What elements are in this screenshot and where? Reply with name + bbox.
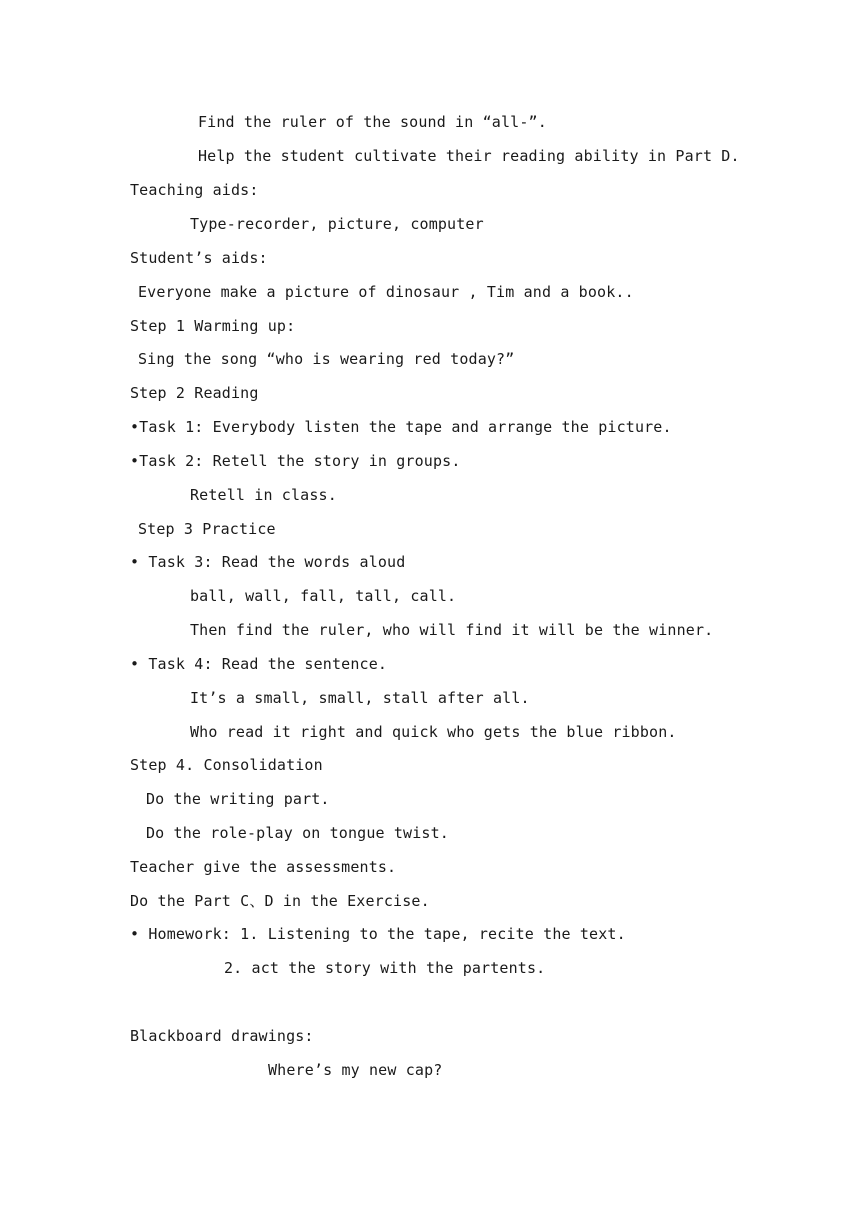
task-3-words: ball, wall, fall, tall, call.: [190, 587, 457, 605]
task-3-line: • Task 3: Read the words aloud: [130, 553, 406, 571]
heading-step-3: Step 3 Practice: [138, 520, 276, 538]
homework-item-2: 2. act the story with the partents.: [224, 959, 546, 977]
heading-step-1: Step 1 Warming up:: [130, 317, 296, 335]
objective-line-reading-ability: Help the student cultivate their reading ability in Part D.: [198, 147, 740, 165]
task-2-line: •Task 2: Retell the story in groups.: [130, 452, 461, 470]
heading-blackboard-drawings: Blackboard drawings:: [130, 1027, 314, 1045]
blackboard-title: Where’s my new cap?: [268, 1061, 443, 1079]
objective-line-sound-rule: Find the ruler of the sound in “all-”.: [198, 113, 547, 131]
exercise-line: Do the Part C、D in the Exercise.: [130, 892, 430, 910]
heading-teaching-aids: Teaching aids:: [130, 181, 259, 199]
student-aids-text: Everyone make a picture of dinosaur , Tim and a book..: [138, 283, 634, 301]
step-1-song: Sing the song “who is wearing red today?”: [138, 350, 515, 368]
heading-step-2: Step 2 Reading: [130, 384, 259, 402]
teaching-aids-list: Type-recorder, picture, computer: [190, 215, 484, 233]
task-2-retell-in-class: Retell in class.: [190, 486, 337, 504]
assessments-line: Teacher give the assessments.: [130, 858, 397, 876]
homework-line: • Homework: 1. Listening to the tape, recite the text.: [130, 925, 626, 943]
step-4-role-play: Do the role-play on tongue twist.: [146, 824, 449, 842]
task-4-sentence: It’s a small, small, stall after all.: [190, 689, 530, 707]
task-4-blue-ribbon: Who read it right and quick who gets the blue ribbon.: [190, 723, 677, 741]
task-1-line: •Task 1: Everybody listen the tape and arrange the picture.: [130, 418, 672, 436]
heading-step-4: Step 4. Consolidation: [130, 756, 323, 774]
task-4-line: • Task 4: Read the sentence.: [130, 655, 388, 673]
heading-student-aids: Student’s aids:: [130, 249, 268, 267]
step-4-writing-part: Do the writing part.: [146, 790, 330, 808]
task-3-find-ruler: Then find the ruler, who will find it will be the winner.: [190, 621, 714, 639]
